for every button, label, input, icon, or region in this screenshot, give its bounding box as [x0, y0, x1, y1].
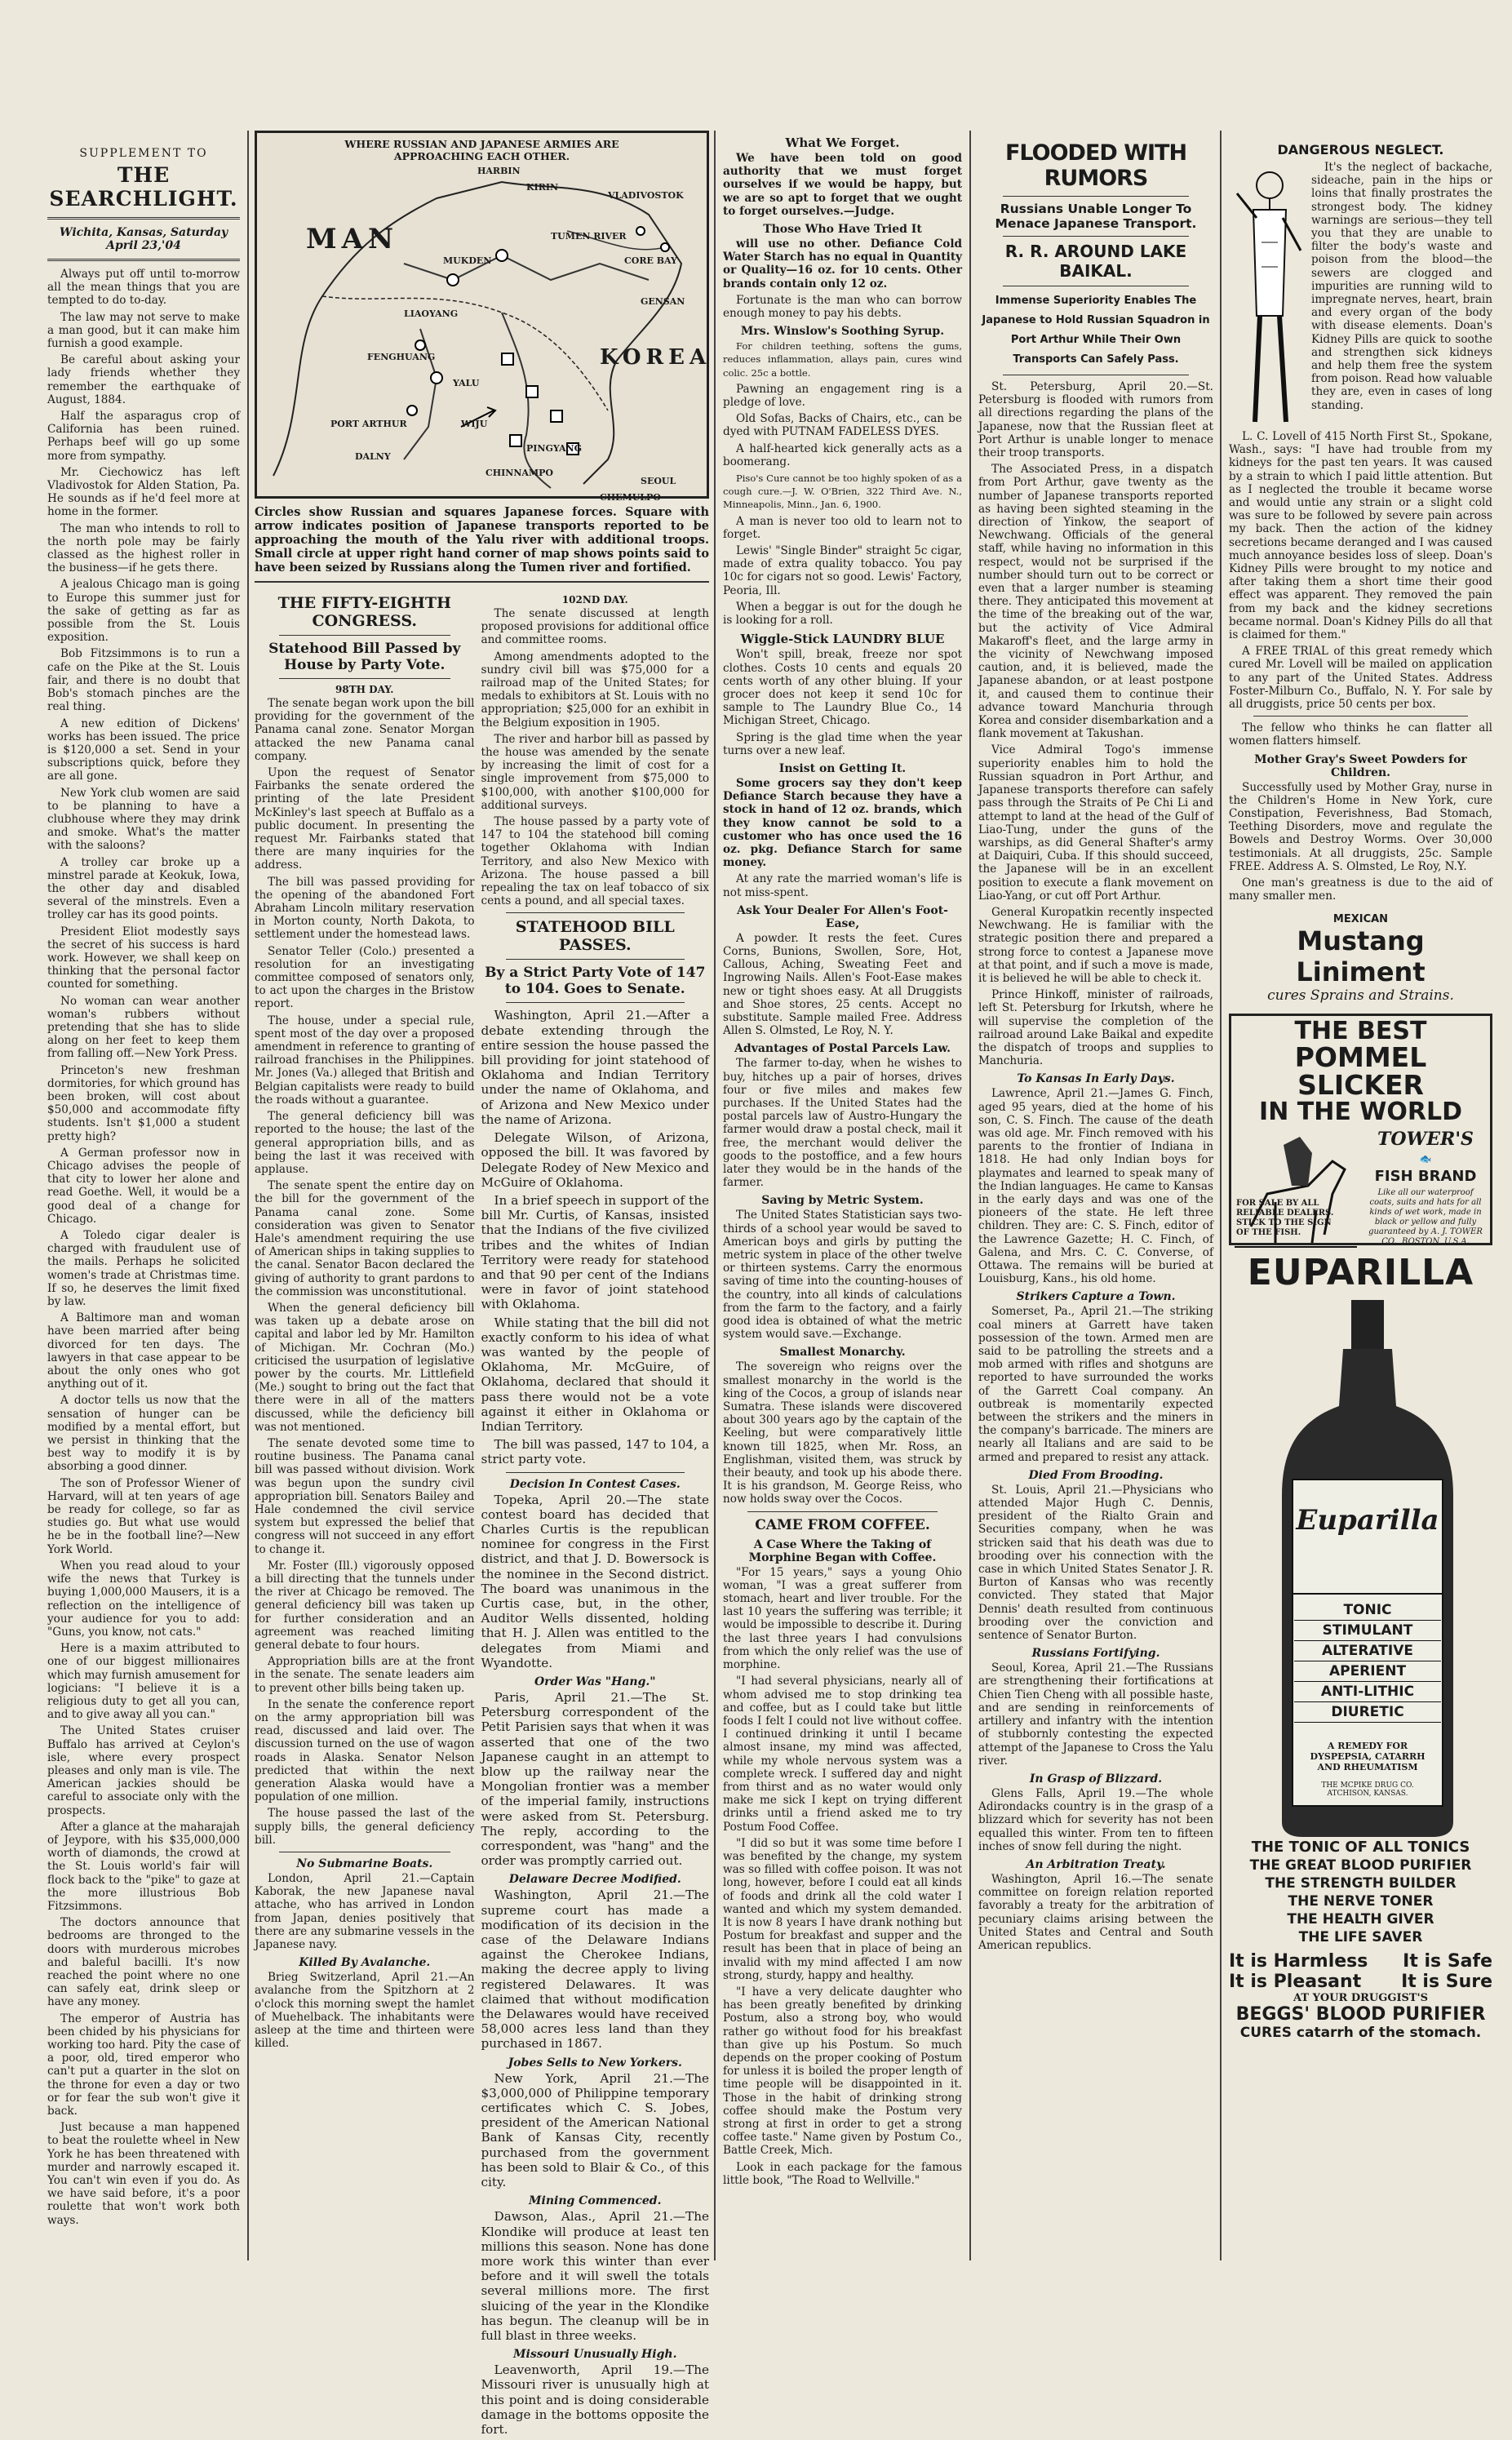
metric-head: Saving by Metric System.	[761, 1194, 924, 1208]
map-label: PINGYANG	[526, 443, 582, 454]
paragraph: New York club women are said to be planning to have a clubhouse where they may drink and smoke. What's the matter with the saloons?	[47, 786, 240, 853]
tag-line: THE STRENGTH BUILDER	[1265, 1874, 1457, 1892]
paragraph: Washington, April 21.—After a debate extending through the entire session the house passed the bill providing for joint statehood of Oklahoma and Indian Territory under the name of Oklahoma, and of Arizona and New Mexico under the name of Arizona.	[481, 1008, 709, 1127]
decision-text: Topeka, April 20.—The state contest board has decided that Charles Curtis is the republican nominee for congress in the First district, and that J. D. Bowersock is the nominee in the Second district. The board was unanimous in the Curtis case, but, in the other, Auditor Wells dissented, holding that H. J. Allen was entitled to the delegates from Miami and Wyandotte.	[481, 1492, 709, 1670]
brooding-head: Died From Brooding.	[1028, 1468, 1164, 1482]
tag-line: THE TONIC OF ALL TONICS	[1251, 1838, 1470, 1856]
strikers-text: Somerset, Pa., April 21.—The striking coal miners at Garrett have taken possession of the town. Armed men are said to be patrolling the streets and a mob armed with rifles and shotguns are reported to have surrounded the works of the Garrett Coal company. An outbreak is momentarily expected between the strikers and the miners in the company's barricade. The miners are nearly all Italians and are said to be armed and prepared to resist any attack.	[978, 1305, 1213, 1464]
paragraph: "I have a very delicate daughter who has been greatly benefited by drinking Postum, also a strong boy, who would rather go without food for his breakfast than give up his Postum. So much depends on the proper cooking of Postum for unless it is boiled the proper length of time people will be disappointed in it. Those in the habit of drinking strong coffee should make the Postum very strong at first in order to get a strong coffee taste." Name given by Postum Co., Battle Creek, Mich.	[723, 1985, 962, 2158]
bottle-label: Euparilla	[1296, 1503, 1439, 1537]
coffee-sub: A Case Where the Taking of Morphine Began with Coffee.	[748, 1537, 937, 1564]
congress-head: THE FIFTY-EIGHTH CONGRESS.	[277, 594, 451, 630]
column-rule	[714, 131, 716, 2260]
congress-column	[255, 589, 475, 2440]
coffee-head: CAME FROM COFFEE.	[755, 1516, 930, 1533]
parcels-text: The farmer to-day, when he wishes to buy, hitches up a pair of horses, drives four or five miles and makes few purchases. If the United States had the postal parcels law of Austro-Hungary the farmer would draw a postal check, mail it free, the merchant would deliver the goods to the postoffice, and a few hours later they would be in the hands of the farmer.	[723, 1057, 962, 1190]
paragraph: Princeton's new freshman dormitories, for which ground has been broken, will cost about $50,000 and accommodate fifty students. Isn't $1,000 a student pretty high?	[47, 1063, 240, 1143]
beggar-text: When a beggar is out for the dough he is looking for a roll.	[723, 600, 962, 628]
paragraph: "I did so but it was some time before I was benefited by the change, my system was so filled with coffee poison. It was not long, however, before I could eat all kinds of foods and drink all the cold water I wanted and which my system demanded. It is now 8 years I have drank nothing but Postum for breakfast and supper and the result has been that in place of being an invalid with my mind affected I am now strong, sturdy, happy and healthy.	[723, 1836, 962, 1982]
coffee-text	[723, 1566, 962, 2187]
spring-text: Spring is the glad time when the year turns over a new leaf.	[723, 730, 962, 757]
forget-text: We have been told on good authority that we must forget ourselves if we would be happy, but we are so apt to forget that we ought to forget ourselves.—Judge.	[723, 152, 962, 218]
war-map	[255, 131, 712, 503]
paragraph: A Baltimore man and woman have been married after being divorced for ten days. The lawyers in that case appear to be about the only ones who got anything out of it.	[47, 1311, 240, 1391]
rate-text: At any rate the married woman's life is not miss-spent.	[723, 872, 962, 899]
paragraph: The law may not serve to make a man good, but it can make him furnish a good example.	[47, 310, 240, 351]
paragraph: General Kuropatkin recently inspected Newchwang. He is familiar with the strategic position there and prepared a strong force to contest a Japanese move at that point, and if such a move is made, it is believed he will be able to check it.	[978, 905, 1213, 985]
bottle-list-item: TONIC	[1294, 1600, 1441, 1621]
paragraph: "I had several physicians, nearly all of whom advised me to stop drinking tea and coffee, but as I could take but little foods I felt I could not live without coffee. I continued drinking it until I became almost insane, my mind was affected, while my whole nervous system was a complete wreck. I suffered day and night from thirst and as no water would only make me sick I kept on trying different drinks until a friend asked me to try Postum Food Coffee.	[723, 1675, 962, 1834]
paragraph: When the general deficiency bill was taken up a debate arose on capital and labor led by Mr. Hamilton of Michigan. Mr. Cochran (Mo.) criticised the usurpation of legislative power by the courts. Mr. Littlefield (Me.) sought to bring out the fact that there were in all of the matters discussed, while the deficiency bill was not mentioned.	[255, 1301, 475, 1434]
avalanche-text: Brieg Switzerland, April 21.—An avalanche from the Spitzhorn at 2 o'clock this morning swept the hamlet of Muehelback. The inhabitants were asleep at the time and thirteen were killed.	[255, 1971, 475, 2051]
neglect-text-rest	[1229, 430, 1492, 711]
allen-text: A powder. It rests the feet. Cures Corns, Bunions, Swollen, Sore, Hot, Callous, Aching, Sweating Feet and Ingrowing Nails. Allen's Foot-Ease makes new or tight shoes easy. At all Druggists and Shoe stores, 25 cents. Accept no substitute. Sample mailed Free. Address Allen S. Olmsted, Le Roy, N. Y.	[723, 931, 962, 1038]
map-label: MUKDEN	[443, 255, 492, 266]
sure-text: It is Sure	[1401, 1971, 1492, 1992]
bottle-list-item: DIURETIC	[1294, 1702, 1441, 1723]
tag-line: THE LIFE SAVER	[1298, 1928, 1423, 1945]
paragraph: Look in each package for the famous little book, "The Road to Wellville."	[723, 2160, 962, 2187]
submarine-head: No Submarine Boats.	[296, 1857, 433, 1871]
beggs-text: BEGGS' BLOOD PURIFIER	[1235, 2003, 1486, 2025]
avalanche-head: Killed By Avalanche.	[299, 1956, 431, 1970]
column-rule	[1220, 131, 1222, 2260]
paragraph: The doctors announce that bedrooms are thronged to the doors with murderous microbes and baleful bacilli. It's now reached the point where no one can safely eat, drink sleep or have any money.	[47, 1916, 240, 2009]
paragraph: A FREE TRIAL of this great remedy which cured Mr. Lovell will be mailed on application to any part of the United States. Address Foster-Milburn Co., Buffalo, N. Y. For sale by all druggists, price 50 cents per box.	[1229, 645, 1492, 712]
paragraph: Here is a maxim attributed to one of our biggest millionaires which may furnish amusement for logicians: "I believe it is a religious duty to get all you can, and to give away all you can."	[47, 1642, 240, 1722]
paragraph: Senator Teller (Colo.) presented a resolution for an investigating committee composed of senators only, to act upon the charges in the Bristow report.	[255, 944, 475, 1011]
paragraph: The river and harbor bill as passed by the house was amended by the senate by increasing the limit of cost for a single improvement from $75,000 to $100,000, with another $100,000 for additional surveys.	[481, 732, 709, 812]
halfhearted-text: A half-hearted kick generally acts as a boomerang.	[723, 441, 962, 468]
paragraph: The senate discussed at length proposed provisions for additional office and committee rooms.	[481, 607, 709, 647]
neglect-head: DANGEROUS NEGLECT.	[1277, 142, 1444, 157]
map-label: KIRIN	[526, 182, 559, 193]
mining-text: Dawson, Alas., April 21.—The Klondike will produce at least ten millions this season. None has done more work this winter than ever before and it will swell the totals several millions more. The first sluicing of the year in the Klondike has begun. The cleanup will be in full blast in three weeks.	[481, 2209, 709, 2343]
tag-line: THE GREAT BLOOD PURIFIER	[1249, 1857, 1472, 1874]
fortifying-head: Russians Fortifying.	[1031, 1647, 1160, 1661]
lewis-text: Lewis' "Single Binder" straight 5c cigar, made of extra quality tobacco. You pay 10c for cigars not so good. Lewis' Factory, Peoria, Ill.	[723, 544, 962, 597]
column-rule	[969, 131, 971, 2260]
paragraph: Prince Hinkoff, minister of railroads, left St. Petersburg for Irkutsh, where he will supervise the completion of the railroad around Lake Baikal and expedite the dispatch of troops and supplies to Manchuria.	[978, 988, 1213, 1068]
column-2	[251, 131, 712, 2437]
paragraph: Delegate Wilson, of Arizona, opposed the bill. It was favored by Delegate Rodey of New Mexico and McGuire of Oklahoma.	[481, 1130, 709, 1190]
bottle-list-item: ALTERATIVE	[1294, 1641, 1441, 1661]
blizzard-text: Glens Falls, April 19.—The whole Adirondacks country is in the grasp of a blizzard which for severity has not been equalled this winter. From ten to fifteen inches of snow fell during the night.	[978, 1786, 1213, 1853]
delaware-head: Delaware Decree Modified.	[508, 1873, 681, 1887]
metric-text: The United States Statistician says two-thirds of a school year would be saved to American boys and girls by putting the metric system in place of the other twelve or thirteen systems. Carry the enormous saving of time into the counting-houses of the country, into all kinds of calculations from the farm to the factory, and a fairly good idea is obtained of what the metric system would save.—Exchange.	[723, 1209, 962, 1342]
map-label: LIAOYANG	[404, 308, 459, 319]
paragraph: L. C. Lovell of 415 North First St., Spokane, Wash., says: "I have had trouble from my kidneys for the past ten years. It was caused by a strain to which I paid little attention. But as I neglected the trouble it became worse and would untie any strain or a slight cold was sure to be followed by severe pain across my back. Then the action of the kidney secretions became deranged and I was caused much annoyance besides loss of sleep. Doan's Kidney Pills were brought to my notice and after taking them a short time their good effect was apparent. They removed the pain from my back and the kidney secretions became normal. Doan's Kidney Pills do all that is claimed for them."	[1229, 430, 1492, 642]
slicker-left: FOR SALE BY ALL RELIABLE DEALERS. STICK TO THE SIGN OF THE FISH.	[1236, 1198, 1334, 1237]
safe-text: It is Safe	[1403, 1950, 1492, 1972]
paragraph: Half the asparagus crop of California has been ruined. Perhaps beef will go up some more from sympathy.	[47, 410, 240, 463]
insist-head: Insist on Getting It.	[778, 761, 907, 775]
paragraph: The emperor of Austria has been chided by his physicians for working too hard. Pity the case of a poor, old, tired emperor who can't put a quarter in the slot on the throne for even a day or two or for fear the sub won't give it back.	[47, 2012, 240, 2118]
paragraph: Always put off until to-morrow all the mean things that you are tempted to do to-day.	[47, 268, 240, 308]
slicker-best: THE BEST	[1294, 1016, 1427, 1045]
delaware-text: Washington, April 21.—The supreme court has made a modification of its decision in the case of the Delaware Indians against the Cherokee Indians, making the decree apply to living registered Delawares. It was claimed that without modification the Delawares would have received 58,000 acres less land than they purchased in 1867.	[481, 1888, 709, 2052]
monarchy-text: The sovereign who reigns over the smallest monarchy in the world is the king of the Cocos, a group of islands near Sumatra. These islands were discovered about 300 years ago by the captain of the Keeling, but were comparatively little known till 1825, when Mr. Ross, an Englishman, visited them, was struck by their beauty, and took up his abode there. It is his grandson, M. George Reiss, who now holds sway over the Cocos.	[723, 1360, 962, 1506]
winslow-text: For children teething, softens the gums, reduces inflammation, allays pain, cures wind colic. 25c a bottle.	[723, 340, 962, 379]
slicker-towers: TOWER'S	[1377, 1128, 1474, 1150]
paragraph: A new edition of Dickens' works has been issued. The price is $120,000 a set. Send in your subscriptions quick, before they are all gone.	[47, 716, 240, 783]
paragraph-list	[47, 268, 240, 2227]
paragraph: Just because a man happened to beat the roulette wheel in New York he has been threatened with murder and narrowly escaped it. You can't win even if you do. As we have said before, it's a poor roulette that won't work both ways.	[47, 2121, 240, 2227]
day-head: 98TH DAY.	[335, 684, 394, 695]
map-label: YALU	[453, 378, 480, 388]
paragraph: Bob Fitzsimmons is to run a cafe on the Pike at the St. Louis fair, and there is no doubt that Bob's stomach pinches are the real thing.	[47, 647, 240, 714]
sofas-text: Old Sofas, Backs of Chairs, etc., can be dyed with PUTNAM FADELESS DYES.	[723, 412, 962, 439]
paragraph: The house passed the last of the supply bills, the general deficiency bill.	[255, 1807, 475, 1847]
tag-line: THE NERVE TONER	[1288, 1892, 1434, 1910]
winslow-head: Mrs. Winslow's Soothing Syrup.	[740, 325, 945, 339]
treaty-head: An Arbitration Treaty.	[1026, 1857, 1166, 1871]
paragraph: The house, under a special rule, spent most of the day over a proposed amendment in reference to granting of railroad franchises in the Philippines. Mr. Jones (Va.) alleged that British and Belgian capitalists were ready to build the roads without a guarantee.	[255, 1014, 475, 1107]
paragraph: A jealous Chicago man is going to Europe this summer just for the sake of getting as far as possible from the St. Louis exposition.	[47, 578, 240, 645]
map-label: FENGHUANG	[367, 352, 436, 362]
day-head-2: 102ND DAY.	[561, 594, 628, 606]
paragraph: The house passed by a party vote of 147 to 104 the statehood bill coming together Oklahoma with Indian Territory, and also New Mexico with Arizona. The house passed a bill repealing the tax on leaf tobacco of six cents a pound, and all special taxes.	[481, 815, 709, 908]
baikal-head: R. R. AROUND LAKE BAIKAL.	[1004, 242, 1187, 281]
gray-text: Successfully used by Mother Gray, nurse in the Children's Home in New York, cure Constipation, Feverishness, Bad Stomach, Teething Disorders, move and regulate the Bowels and Destroy Worms. Over 30,000 testimonials. At all druggists, 25c. Sample FREE. Address A. S. Olmsted, Le Roy, N.Y.	[1229, 780, 1492, 873]
tried-head: Those Who Have Tried It	[763, 223, 922, 237]
supplement-label: SUPPLEMENT TO	[79, 147, 208, 160]
paragraph: A trolley car broke up a minstrel parade at Keokuk, Iowa, the other day and disabled several of the minstrels. Even a trolley car has its good points.	[47, 855, 240, 922]
decision-head: Decision In Contest Cases.	[509, 1477, 681, 1491]
paragraph: In the senate the conference report on the army appropriation bill was read, discussed and laid over. The discussion turned on the use of wagon roads in Alaska. Senator Nelson predicted that within the next generation Alaska would have a population of one million.	[255, 1697, 475, 1804]
mustang-name: Mustang Liniment	[1296, 925, 1426, 987]
slicker-name: POMMEL SLICKER	[1294, 1040, 1427, 1101]
slicker-world: IN THE WORLD	[1259, 1097, 1462, 1126]
brooding-text: St. Louis, April 21.—Physicians who attended Major Hugh C. Dennis, president of the Rialto Grain and Securities company, when he was stricken said that his death was due to brooding over his connection with the case in which United States Senator J. R. Burton of Kansas who was recently convicted. They stated that Major Dennis' death resulted from continuous brooding over the conviction and sentence of Senator Burton.	[978, 1483, 1213, 1643]
strikers-head: Strikers Capture a Town.	[1016, 1290, 1176, 1304]
masthead: THE SEARCHLIGHT.	[49, 163, 238, 211]
insist-text: Some grocers say they don't keep Defiance Starch because they have a stock in hand of 12 oz. brands, which they know cannot be sold to a customer who has once used the 16 oz. pkg. Defiance Starch for same money.	[723, 776, 962, 870]
jobes-text: New York, April 21.—The $3,000,000 of Philippine temporary certificates which C. S. Jobes, president of the American National Bank of Kansas City, recently purchased from the government has been sold to Blair & Co., of this city.	[481, 2070, 709, 2190]
map-label: GENSAN	[641, 296, 685, 307]
map-label: VLADIVOSTOK	[608, 190, 684, 201]
map-label: WIJU	[461, 419, 488, 429]
paragraph: Upon the request of Senator Fairbanks the senate ordered the printing of the late President McKinley's last speech at Buffalo as a public document. In presenting the request Mr. Fairbanks stated that there are many inquiries for the address.	[255, 766, 475, 872]
never-old-text: A man is never too old to learn not to forget.	[723, 514, 962, 541]
slicker-copy: Like all our waterproof coats, suits and hats for all kinds of wet work, made in black or yellow and fully guaranteed by A. J. TOWER CO., BOSTON, U.S.A.	[1368, 1187, 1483, 1246]
jobes-head: Jobes Sells to New Yorkers.	[508, 2056, 682, 2070]
paragraph: St. Petersburg, April 20.—St. Petersburg is flooded with rumors from all directions regarding the plans of the Japanese, now that the Russian fleet at Port Arthur is unable longer to menace their troop transports.	[978, 380, 1213, 460]
pawning-text: Pawning an engagement ring is a pledge of love.	[723, 382, 962, 410]
paragraph: A doctor tells us now that the sensation of hunger can be modified by a mental effort, but we persist in thinking that the best way to modify it is by absorbing a good dinner.	[47, 1394, 240, 1474]
tag-lines	[1229, 1839, 1492, 1946]
submarine-text: London, April 21.—Captain Kaborak, the new Japanese naval attache, who has arrived in London from Japan, denies positively that there are any submarine vessels in the Japanese navy.	[255, 1872, 475, 1952]
tag-line: THE HEALTH GIVER	[1287, 1910, 1434, 1928]
map-label: CHINNAMPO	[486, 468, 553, 478]
bottle-maker: THE MCPIKE DRUG CO. ATCHISON, KANSAS.	[1321, 1781, 1414, 1798]
missouri-text: Leavenworth, April 19.—The Missouri river is unusually high at this point and is doing considerable damage in the bottoms opposite the fort.	[481, 2362, 709, 2437]
map-label: MAN	[306, 223, 399, 255]
map-label: PORT ARTHUR	[330, 419, 407, 429]
parcels-head: Advantages of Postal Parcels Law.	[734, 1042, 951, 1056]
bottle-ad	[1229, 1300, 1492, 1839]
mustang-top: MEXICAN	[1332, 912, 1389, 925]
column-4	[718, 131, 967, 2269]
column-rule	[247, 131, 249, 2260]
map-drawing	[257, 166, 713, 492]
paragraph: The bill was passed providing for the opening of the abandoned Fort Abraham Lincoln military reservation in Morton county, North Dakota, to settlement under the homestead laws.	[255, 875, 475, 942]
map-label: KOREA	[600, 345, 712, 370]
paragraph: The man who intends to roll to the north pole may be fairly classed as the highest roller in the business—if he gets there.	[47, 521, 240, 575]
paragraph: The senate began work upon the bill providing for the government of the Panama canal zone. Senator Morgan attacked the new Panama canal company.	[255, 697, 475, 763]
paragraph: Be careful about asking your lady friends whether they remember the earthquake of August, 1884.	[47, 353, 240, 406]
paragraph: No woman can wear another woman's rubbers without pretending that she has to slide along on her feet to keep them from falling off.—New York Press.	[47, 994, 240, 1061]
harmless-text: It is Harmless	[1229, 1950, 1368, 1972]
paragraph: The Associated Press, in a dispatch from Port Arthur, gave twenty as the number of Japanese transports reported as having been sighted steaming in the direction of Yinkow, the seaport of Newchwang. Officials of the general staff, while having no information in this respect, would not be surprised if the number should turn out to be correct or even that a larger number is steaming there. They anticipated this movement at the time of the breaking out of the war, but the activity of Vice Admiral Makaroff's fleet, and the large army in the vicinity of Newchwang imposed caution, and, it is believed, made the Japanese abandon, or at least postpone it, and caused them to continue their advance toward Manchuria through Korea and consider disembarkation and a flank movement at Takushan.	[978, 463, 1213, 741]
blizzard-head: In Grasp of Blizzard.	[1029, 1772, 1163, 1786]
flood-sub: Russians Unable Longer To Menace Japanese Transport.	[995, 202, 1197, 231]
greatness-text: One man's greatness is due to the aid of many smaller men.	[1229, 876, 1492, 903]
paragraph: The senate devoted some time to routine business. The Panama canal bill was passed without division. Work was begun upon the sundry civil appropriation bill. Senators Bailey and Hale condemned the civil service system but expressed the belief that congress will not succeed in any effort to change it.	[255, 1436, 475, 1556]
statehood-column	[481, 589, 709, 2440]
paragraph: Vice Admiral Togo's immense superiority enables him to hold the Russian squadron in Port Arthur, and Japanese transports therefore can safely pass through the Straits of Pe Chi Li and attempt to land at the head of the Gulf of Liao-Tung, under the guns of the warships, as did General Shafter's army at Daiquiri, Cuba. If this should succeed, the Japanese will be in an excellent position to execute a flank movement on Liao-Yang, or cut off Port Arthur.	[978, 743, 1213, 903]
paragraph: It's the neglect of backache, sideache, pain in the hips or loins that finally prostrates the strongest body. The kidney warnings are serious—they tell you that they are unable to filter the body's waste and poison from the blood—the sewers are clogged and impurities are running wild to impregnate nerves, heart, brain and every organ of the body with disease elements. Doan's Kidney Pills are quick to soothe and strengthen sick kidneys and help them free the system from poison. Read how valuable they are, even in cases of long standing.	[1311, 161, 1492, 412]
slicker-fish: FISH BRAND	[1374, 1167, 1477, 1185]
bottle-list-item: STIMULANT	[1294, 1621, 1441, 1641]
map-label: SEOUL	[641, 476, 676, 486]
druggist-text: AT YOUR DRUGGIST'S	[1293, 1991, 1428, 2004]
piso-text: Piso's Cure cannot be too highly spoken of as a cough cure.—J. W. O'Brien, 322 Third Ave. N., Minneapolis, Minn., Jan. 6, 1900.	[723, 472, 962, 511]
hang-head: Order Was "Hang."	[534, 1675, 656, 1688]
statehood-text	[481, 1008, 709, 1466]
paragraph: Appropriation bills are at the front in the senate. The senate leaders aim to prevent other bills being taken up.	[255, 1655, 475, 1695]
paragraph: While stating that the bill did not exactly conform to his idea of what was wanted by the people of Oklahoma, Mr. McGuire, of Oklahoma, declared that should it pass there would not be a vote against it either in Oklahoma or Indian Territory.	[481, 1315, 709, 1434]
paragraph: The general deficiency bill was reported to the house; the last of the general appropriation bills, and as being the last it was received with applause.	[255, 1110, 475, 1176]
fortifying-text: Seoul, Korea, April 21.—The Russians are strengthening their fortifications at Chien Tien Cheng with all possible haste, and are sending in reinforcements of artillery and infantry with the intention of stubbornly contesting the expected attempt of the Japanese to Cross the Yalu river.	[978, 1661, 1213, 1768]
mustang-sub: cures Sprains and Strains.	[1267, 987, 1454, 1004]
allen-head: Ask Your Dealer For Allen's Foot-Ease,	[737, 903, 948, 930]
statehood-head: STATEHOOD BILL PASSES.	[515, 918, 675, 955]
bottle-list-item: ANTI-LITHIC	[1294, 1682, 1441, 1702]
monarchy-head: Smallest Monarchy.	[779, 1346, 906, 1360]
bottle-remedy: A REMEDY FOR DYSPEPSIA, CATARRH AND RHEUMATISM	[1310, 1740, 1426, 1772]
hang-text: Paris, April 21.—The St. Petersburg correspondent of the Petit Parisien says that when it was asserted that one of the two Japanese caught in an attempt to blow up the railway near the Mongolian frontier was a member of the imperial family, instructions were asked from St. Petersburg. The reply, according to the correspondent, was "hang" and the order was promptly carried out.	[481, 1690, 709, 1869]
gray-head: Mother Gray's Sweet Powders for Children.	[1254, 752, 1467, 779]
statehood-sub: By a Strict Party Vote of 147 to 104. Goes to Senate.	[485, 965, 706, 998]
paragraph: Among amendments adopted to the sundry civil bill was $75,000 for a railroad map of the United States; for medals to exhibitors at St. Louis with no appropriation; $25,000 for an exhibit in the Belgium exposition in 1905.	[481, 650, 709, 730]
fortunate-text: Fortunate is the man who can borrow enough money to pay his debts.	[723, 293, 962, 321]
mining-head: Mining Commenced.	[529, 2194, 662, 2208]
slicker-ad	[1229, 1014, 1492, 1245]
tried-text: will use no other. Defiance Cold Water Starch has no equal in Quantity or Quality—16 oz. for 10 cents. Other brands contain only 12 oz.	[723, 237, 962, 291]
mustang-ad	[1229, 908, 1492, 1009]
wiggle-text: Won't spill, break, freeze nor spot clothes. Costs 10 cents and equals 20 cents worth of any other bluing. If your grocer does not keep it send 10c for sample to The Laundry Blue Co., 14 Michigan Street, Chicago.	[723, 648, 962, 728]
bottle-list-item: APERIENT	[1294, 1661, 1441, 1682]
paragraph: The bill was passed, 147 to 104, a strict party vote.	[481, 1437, 709, 1467]
column-6	[1224, 131, 1497, 2269]
cures-text: CURES catarrh of the stomach.	[1239, 2024, 1482, 2041]
paragraph: "For 15 years," says a young Ohio woman, "I was a great sufferer from stomach, heart and liver trouble. For the last 10 years the suffering was terrible; it would be impossible to describe it. During the last three years I had convulsions from which the only relief was the use of morphine.	[723, 1565, 962, 1672]
dateline: Wichita, Kansas, Saturday April 23,'04	[59, 226, 228, 252]
paragraph: When you read aloud to your wife the news that Turkey is buying 1,000,000 Mausers, it is a reflection on the intelligence of your audience for you to add: "Guns, you know, not cats."	[47, 1559, 240, 1639]
paragraph: A German professor now in Chicago advises the people of that city to lower her alone and read Goethe. Well, it would be a good deal of a change for Chicago.	[47, 1146, 240, 1226]
paragraph: After a glance at the maharajah of Jeypore, with his $35,000,000 worth of diamonds, the crowd at the St. Louis world's fair will flock back to the "pike" to gaze at the more illustrious Bob Fitzsimmons.	[47, 1820, 240, 1913]
paragraph: President Eliot modestly says the secret of his success is hard work. However, we shall keep on thinking that the personal factor counted for something.	[47, 925, 240, 992]
map-title: WHERE RUSSIAN AND JAPANESE ARMIES ARE APPROACHING EACH OTHER.	[344, 138, 619, 162]
euparilla-head: EUPARILLA	[1247, 1251, 1474, 1293]
senate-list	[481, 607, 709, 907]
paragraph: The United States cruiser Buffalo has arrived at Ceylon's isle, where every prospect pleases and only man is vile. The American jackies should be careful to associate only with the prospects.	[47, 1724, 240, 1817]
pleasant-text: It is Pleasant	[1229, 1971, 1362, 1992]
flood-head: FLOODED WITH RUMORS	[1004, 140, 1187, 191]
paragraph: The son of Professor Wiener of Harvard, will at ten years of age be ready for college, so far as studies go. But what use would he be in the football line?—New York World.	[47, 1476, 240, 1556]
forget-head: What We Forget.	[785, 135, 900, 150]
column-1	[42, 131, 245, 2269]
map-label: DALNY	[355, 451, 391, 462]
congress-sub: Statehood Bill Passed by House by Party Vote.	[268, 641, 461, 673]
fish-icon: 🐟	[1419, 1152, 1432, 1165]
map-label: HARBIN	[477, 166, 521, 176]
fellow-text: The fellow who thinks he can flatter all women flatters himself.	[1229, 721, 1492, 748]
map-label: CHEMULPO	[600, 492, 661, 503]
paragraph: In a brief speech in support of the bill Mr. Curtis, of Kansas, insisted that the Indians of the five civilized tribes and the whites of Indian Territory were ready for statehood and that 90 per cent of the Indians were in favor of joint statehood with Oklahoma.	[481, 1192, 709, 1312]
map-label: TUMEN RIVER	[551, 231, 627, 242]
flood-text	[978, 380, 1213, 1067]
paragraph: Mr. Foster (Ill.) vigorously opposed a bill directing that the tunnels under the river at Chicago be removed. The general deficiency bill was taken up for further consideration and an agreement was reached limiting general debate to four hours.	[255, 1559, 475, 1653]
paragraph: A Toledo cigar dealer is charged with fraudulent use of the mails. Perhaps he solicited women's trade at Christmas time. If so, he deserves the limit fixed by law.	[47, 1229, 240, 1309]
treaty-text: Washington, April 16.—The senate committee on foreign relation reported favorably a treaty for the arbitration of pecuniary claims arising between the United States and Central and South American republics.	[978, 1872, 1213, 1952]
man-figure-icon	[1229, 161, 1306, 430]
wiggle-head: Wiggle-Stick LAUNDRY BLUE	[740, 632, 945, 647]
column-5	[973, 131, 1218, 2269]
kansas-text: Lawrence, April 21.—James G. Finch, aged 95 years, died at the home of his son, C. S. Finch. The cause of the death was old age. Mr. Finch removed with his parents to the frontier of Indiana in 1818. He had only Indian boys for playmates and learned to speak many of the Indian languages. He came to Kansas in the early days and was one of the pioneers of the state. He left three children. They are: C. S. Finch, editor of the Lawrence Gazette; H. C. Finch, of Galena, and Mrs. C. C. Converse, of Ottawa. The remains will be buried at Louisburg, Kans., his old home.	[978, 1087, 1213, 1286]
paragraph: Mr. Ciechowicz has left Vladivostok for Alden Station, Pa. He sounds as if he'd feel more at home in the former.	[47, 465, 240, 519]
neglect-text	[1311, 161, 1492, 430]
paragraph: The senate spent the entire day on the bill for the government of the Panama canal zone. Some consideration was given to Senator Hale's amendment requiring the use of American ships in taking supplies to the canal. Senator Bacon declared the giving of authority to grant pardons to the commission was unconstitutional.	[255, 1179, 475, 1298]
superiority-head: Immense Superiority Enables The Japanese to Hold Russian Squadron in Port Arthur While Their Own Transports Can Safely Pass.	[982, 295, 1210, 366]
bottle-list	[1294, 1600, 1441, 1723]
map-caption: Circles show Russian and squares Japanese forces. Square with arrow indicates position of Japanese transports reported to be approaching the mouth of the Yalu river with additional troops. Small circle at upper right hand corner of map shows points said to have been seized by Russians along the Tumen river and fortified.	[255, 505, 709, 575]
congress-list	[255, 697, 475, 1847]
map-label: CORE BAY	[624, 255, 677, 266]
missouri-head: Missouri Unusually High.	[513, 2348, 677, 2362]
kansas-head: To Kansas In Early Days.	[1017, 1072, 1175, 1086]
